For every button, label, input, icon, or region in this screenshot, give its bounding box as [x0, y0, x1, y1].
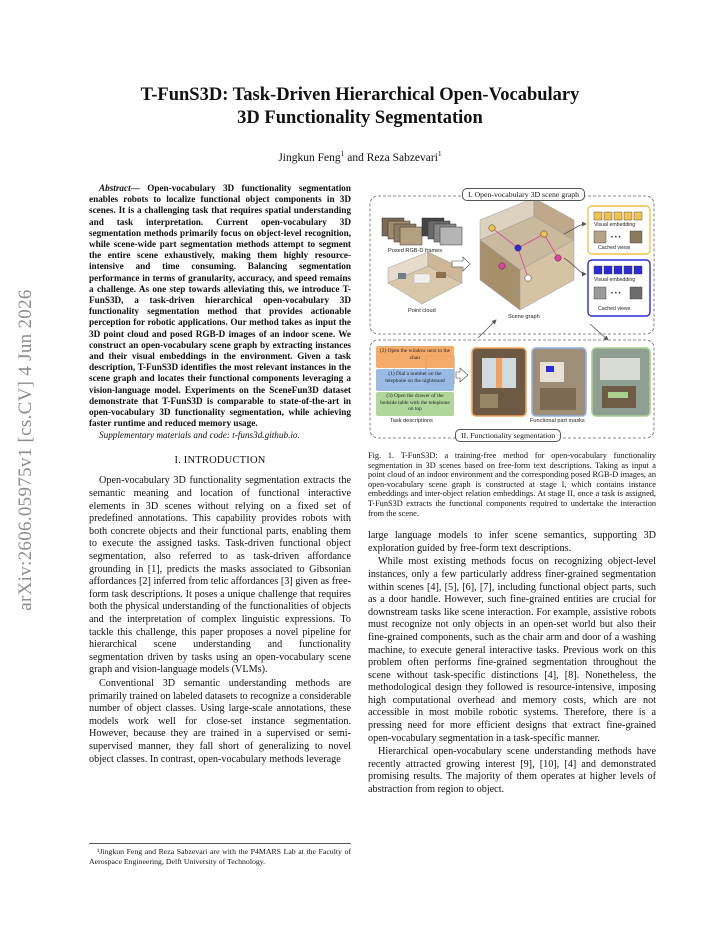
svg-text:• • •: • • • [611, 235, 621, 241]
task-text-drawer: (3) Open the drawer of the bedside table with the telephone on top [380, 393, 450, 413]
figure-1 [368, 188, 656, 446]
arxiv-identifier: arXiv:2606.05975v1 [cs.CV] 4 Jun 2026 [15, 289, 36, 611]
author-list [100, 149, 620, 164]
left-column [89, 183, 351, 767]
title-line-2: 3D Functionality Segmentation [237, 108, 483, 128]
label-posed-frames: Posed RGB-D frames [388, 248, 443, 254]
author-2: and Reza Sabzevari [344, 151, 438, 164]
introduction-text [89, 475, 351, 766]
footnote [89, 843, 351, 866]
rgbd-frames-stack [382, 218, 462, 245]
right-paragraph-2: While most existing methods focus on recognizing object-level instances, only a few particularly address finer-grained segmentation within scenes [4], [5], [6], [7], including functional object parts, such as a door handle. However, such fine-grained entities are crucial for downstream tasks like scene interaction. For example, assistive robots must recognize not only objects in an open-set world but also their fine-grained components, such as the chair arm and door of a washing machine, to execute general interactive tasks. Previous work on this problem often performs fine-grained segmentation throughout the scene without task-specific distinctions [4], [8]. Nonetheless, the methodological design they followed is resource-intensive, imposing high computational overhead and memory costs, which are not accessible in most mobile robotic systems. Therefore, there is a pressing need for more efficient designs that extract fine-grained open-vocabulary segmentation in a task-specific manner. [368, 556, 656, 744]
point-cloud-thumbnail [388, 252, 462, 304]
task-text-telephone: (1) Dial a number on the telephone on the nightstand [385, 371, 445, 384]
arxiv-stamp [6, 250, 46, 650]
functional-part-mask-2 [532, 348, 586, 416]
stage1-title: I. Open-vocabulary 3D scene graph [462, 188, 585, 201]
intro-paragraph-1: Open-vocabulary 3D functionality segmentation extracts the semantic meaning and location of functional interactive elements in 3D scenes without relying on a fixed set of predefined annotations. This capability provides robots with both concrete objects and their functional parts, enabling them to execute the assigned tasks. Task-driven functional object segmentation, also referred to as task-driven affordance grounding in [1], predicts the masks associated to Gibsonian affordances [2] inferred from telic affordances [3] given as free-form task descriptions. It poses a unique challenge that requires both the physical understanding of the functionalities of objects and the interpretation of complex linguistic expressions. To tackle this challenge, this paper proposes a novel pipeline for hierarchical scene understanding and functionality segmentation driven by tasks using an open-vocabulary scene graph and vision-language models (VLMs). [89, 475, 351, 676]
abstract-body: — Open-vocabulary 3D functionality segmentation enables robots to localize functional object components in 3D scenes. It is a challenging task that requires spatial understanding and task interpretation. Current open-vocabulary 3D segmentation methods primarily focus on object-level recognition, while scene-wide part segmentation methods attempt to segment the entire scene exhaustively, making them highly resource-intensive and time consuming. Balancing segmentation performance in terms of granularity, accuracy, and speed remains a challenge. As one step towards alleviating this, we introduce T-FunS3D, a task-driven hierarchical open-vocabulary 3D functionality segmentation method that provides actionable perception for robotic applications. Our method takes as input the 3D point cloud and posed RGB-D images of an indoor scene. We construct an open-vocabulary scene graph by extracting instances and their visual embeddings in the environment. Given a task description, T-FunS3D identifies the most relevant instances in the scene graph and locates their functional components leveraging a vision-language model. Experiments on the SceneFun3D dataset demonstrate that T-FunS3D is comparable to state-of-the-art in open-vocabulary 3D functionality segmentation, while achieving faster runtime and reduced memory usage. [89, 183, 351, 429]
scene-graph-thumbnail [480, 198, 574, 310]
arrow-graph-to-stage2 [478, 320, 496, 338]
section-heading-introduction: I. INTRODUCTION [174, 455, 266, 467]
label-scene-graph: Scene graph [508, 314, 540, 320]
author-1: Jingkun Feng [278, 151, 341, 164]
intro-paragraph-2: Conventional 3D semantic understanding methods are primarily trained on labeled datasets to recognize a considerable number of object classes. Using large-scale annotations, these models work well for close-set instance segmentation. However, because they are trained in a supervised or semi-supervised manner, they fall short of generalizing to novel object classes. In contrast, open-vocabulary methods leverage [89, 677, 351, 765]
label-cached-views-2: Cached views [598, 306, 631, 312]
figure-caption: Fig. 1. T-FunS3D: a training-free method for open-vocabulary functionality segmentation in 3D scenes based on free-form text descriptions. Taking as input a point cloud of an indoor environment and the corresponding posed RGB-D images, an open-vocabulary scene graph is constructed at stage I, which contains instance embeddings and inter-object relation embeddings. At stage II, once a task is assigned, T-FunS3D extracts the functional components required to undertake the interaction from the scene. [368, 451, 656, 518]
right-column [368, 188, 656, 798]
label-cached-views-1: Cached views [598, 245, 631, 251]
task-text-window: (2) Open the window next to the chair [379, 348, 451, 361]
title-line-1: T-FunS3D: Task-Driven Hierarchical Open-Vocabulary [140, 85, 580, 105]
label-visual-embedding-2: Visual embedding [594, 277, 636, 283]
arrow-tasks-to-masks [456, 368, 468, 382]
abstract [89, 183, 351, 429]
right-paragraph-1: large language models to infer scene semantics, supporting 3D exploration guided by free-form text descriptions. [368, 530, 656, 554]
abstract-label: Abstract [99, 183, 131, 193]
supplementary-note: Supplementary materials and code: t-funs3d.github.io. [99, 430, 300, 441]
right-paragraph-3: Hierarchical open-vocabulary scene understanding methods have recently attracted growing interest [9], [10], [4] and demonstrated promising results. The majority of them operates at higher levels of abstraction from region to object. [368, 746, 656, 796]
label-task-descriptions: Task descriptions [390, 418, 433, 424]
label-visual-embedding-1: Visual embedding [594, 222, 636, 228]
arrow-stage1-to-masks [590, 324, 608, 340]
stage2-title: II. Functionality segmentation [455, 429, 561, 442]
label-functional-masks: Functional part masks [530, 418, 585, 424]
affiliation-mark-2: 1 [437, 149, 442, 158]
right-column-text [368, 530, 656, 796]
functional-part-mask-3 [592, 348, 650, 416]
functional-part-mask-1 [472, 348, 526, 416]
footnote-affiliation: ¹Jingkun Feng and Reza Sabzevari are with the P4MARS Lab at the Faculty of Aerospace Engineering, Delft University of Technology. [89, 847, 351, 866]
label-point-cloud: Point cloud [408, 308, 436, 314]
svg-text:• • •: • • • [611, 291, 621, 297]
affiliation-mark-1: 1 [340, 149, 345, 158]
paper-title [100, 84, 620, 130]
